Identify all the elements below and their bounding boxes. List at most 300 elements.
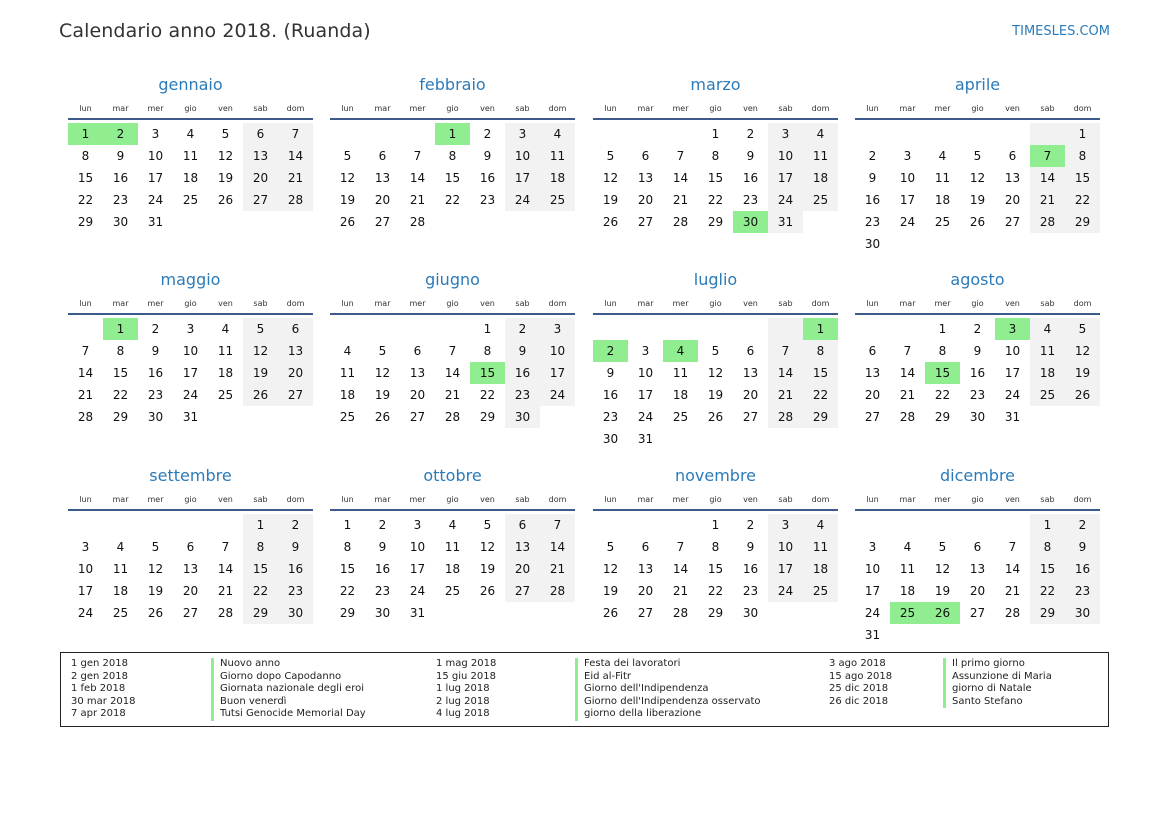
day-cell[interactable]: 8 bbox=[483, 344, 492, 358]
day-cell[interactable]: 14 bbox=[899, 366, 916, 380]
day-cell[interactable]: 15 bbox=[1065, 167, 1100, 189]
day-cell[interactable]: 17 bbox=[182, 366, 199, 380]
day-cell[interactable]: 24 bbox=[1004, 388, 1021, 402]
day-cell[interactable]: 4 bbox=[343, 344, 352, 358]
day-cell[interactable]: 23 bbox=[602, 410, 619, 424]
day-cell[interactable]: 11 bbox=[540, 145, 575, 167]
day-cell[interactable]: 28 bbox=[1030, 211, 1065, 233]
day-cell[interactable]: 23 bbox=[374, 584, 391, 598]
day-cell[interactable]: 30 bbox=[147, 410, 164, 424]
day-cell[interactable]: 20 bbox=[637, 193, 654, 207]
day-cell[interactable]: 19 bbox=[934, 584, 951, 598]
day-cell[interactable]: 7 bbox=[278, 123, 313, 145]
day-cell[interactable]: 1 bbox=[243, 514, 278, 536]
day-cell[interactable]: 15 bbox=[112, 366, 129, 380]
day-cell[interactable]: 10 bbox=[505, 145, 540, 167]
day-cell[interactable]: 3 bbox=[768, 123, 803, 145]
day-cell[interactable]: 2 bbox=[746, 127, 755, 141]
day-cell[interactable]: 11 bbox=[112, 562, 129, 576]
day-cell[interactable]: 7 bbox=[903, 344, 912, 358]
day-cell[interactable]: 5 bbox=[378, 344, 387, 358]
day-cell[interactable]: 16 bbox=[147, 366, 164, 380]
day-cell[interactable]: 18 bbox=[217, 366, 234, 380]
day-cell[interactable]: 20 bbox=[969, 584, 986, 598]
day-cell[interactable]: 6 bbox=[278, 318, 313, 340]
holiday-day-cell[interactable]: 3 bbox=[995, 318, 1030, 340]
day-cell[interactable]: 9 bbox=[483, 149, 492, 163]
day-cell[interactable]: 12 bbox=[374, 366, 391, 380]
day-cell[interactable]: 28 bbox=[768, 406, 803, 428]
day-cell[interactable]: 5 bbox=[973, 149, 982, 163]
day-cell[interactable]: 8 bbox=[1065, 145, 1100, 167]
day-cell[interactable]: 1 bbox=[483, 322, 492, 336]
day-cell[interactable]: 3 bbox=[186, 322, 195, 336]
day-cell[interactable]: 29 bbox=[1030, 602, 1065, 624]
day-cell[interactable]: 10 bbox=[899, 171, 916, 185]
day-cell[interactable]: 28 bbox=[278, 189, 313, 211]
day-cell[interactable]: 27 bbox=[505, 580, 540, 602]
day-cell[interactable]: 31 bbox=[768, 211, 803, 233]
day-cell[interactable]: 3 bbox=[505, 123, 540, 145]
day-cell[interactable]: 20 bbox=[1004, 193, 1021, 207]
day-cell[interactable]: 16 bbox=[278, 558, 313, 580]
day-cell[interactable]: 26 bbox=[707, 410, 724, 424]
day-cell[interactable]: 10 bbox=[1004, 344, 1021, 358]
day-cell[interactable]: 30 bbox=[969, 410, 986, 424]
day-cell[interactable]: 8 bbox=[343, 540, 352, 554]
day-cell[interactable]: 6 bbox=[243, 123, 278, 145]
day-cell[interactable]: 29 bbox=[112, 410, 129, 424]
day-cell[interactable]: 14 bbox=[540, 536, 575, 558]
day-cell[interactable]: 20 bbox=[742, 388, 759, 402]
day-cell[interactable]: 12 bbox=[602, 171, 619, 185]
day-cell[interactable]: 19 bbox=[1065, 362, 1100, 384]
day-cell[interactable]: 20 bbox=[278, 362, 313, 384]
day-cell[interactable]: 12 bbox=[243, 340, 278, 362]
day-cell[interactable]: 14 bbox=[77, 366, 94, 380]
day-cell[interactable]: 28 bbox=[409, 215, 426, 229]
day-cell[interactable]: 9 bbox=[746, 149, 755, 163]
day-cell[interactable]: 21 bbox=[672, 193, 689, 207]
day-cell[interactable]: 26 bbox=[969, 215, 986, 229]
day-cell[interactable]: 30 bbox=[374, 606, 391, 620]
day-cell[interactable]: 14 bbox=[672, 171, 689, 185]
day-cell[interactable]: 8 bbox=[938, 344, 947, 358]
day-cell[interactable]: 21 bbox=[899, 388, 916, 402]
day-cell[interactable]: 19 bbox=[217, 171, 234, 185]
day-cell[interactable]: 26 bbox=[602, 215, 619, 229]
day-cell[interactable]: 15 bbox=[339, 562, 356, 576]
brand-link[interactable]: TIMESLES.COM bbox=[1012, 24, 1110, 39]
day-cell[interactable]: 24 bbox=[899, 215, 916, 229]
day-cell[interactable]: 3 bbox=[903, 149, 912, 163]
day-cell[interactable]: 6 bbox=[641, 540, 650, 554]
day-cell[interactable]: 28 bbox=[444, 410, 461, 424]
day-cell[interactable]: 26 bbox=[147, 606, 164, 620]
day-cell[interactable]: 24 bbox=[409, 584, 426, 598]
day-cell[interactable]: 12 bbox=[602, 562, 619, 576]
day-cell[interactable]: 30 bbox=[112, 215, 129, 229]
day-cell[interactable]: 27 bbox=[637, 606, 654, 620]
day-cell[interactable]: 17 bbox=[409, 562, 426, 576]
day-cell[interactable]: 19 bbox=[243, 362, 278, 384]
day-cell[interactable]: 11 bbox=[899, 562, 916, 576]
day-cell[interactable]: 14 bbox=[672, 562, 689, 576]
holiday-day-cell[interactable]: 7 bbox=[1030, 145, 1065, 167]
day-cell[interactable]: 17 bbox=[77, 584, 94, 598]
day-cell[interactable]: 17 bbox=[899, 193, 916, 207]
holiday-day-cell[interactable]: 1 bbox=[68, 123, 103, 145]
day-cell[interactable]: 22 bbox=[479, 388, 496, 402]
day-cell[interactable]: 25 bbox=[540, 189, 575, 211]
day-cell[interactable]: 8 bbox=[243, 536, 278, 558]
day-cell[interactable]: 31 bbox=[1004, 410, 1021, 424]
day-cell[interactable]: 13 bbox=[505, 536, 540, 558]
day-cell[interactable]: 7 bbox=[540, 514, 575, 536]
day-cell[interactable]: 6 bbox=[1008, 149, 1017, 163]
day-cell[interactable]: 7 bbox=[1008, 540, 1017, 554]
day-cell[interactable]: 23 bbox=[278, 580, 313, 602]
day-cell[interactable]: 30 bbox=[602, 432, 619, 446]
day-cell[interactable]: 24 bbox=[540, 384, 575, 406]
day-cell[interactable]: 12 bbox=[969, 171, 986, 185]
day-cell[interactable]: 13 bbox=[637, 562, 654, 576]
holiday-day-cell[interactable]: 15 bbox=[470, 362, 505, 384]
day-cell[interactable]: 22 bbox=[934, 388, 951, 402]
day-cell[interactable]: 27 bbox=[182, 606, 199, 620]
day-cell[interactable]: 16 bbox=[602, 388, 619, 402]
day-cell[interactable]: 29 bbox=[707, 606, 724, 620]
day-cell[interactable]: 13 bbox=[969, 562, 986, 576]
day-cell[interactable]: 12 bbox=[217, 149, 234, 163]
day-cell[interactable]: 20 bbox=[243, 167, 278, 189]
day-cell[interactable]: 21 bbox=[540, 558, 575, 580]
day-cell[interactable]: 26 bbox=[339, 215, 356, 229]
holiday-day-cell[interactable]: 30 bbox=[733, 211, 768, 233]
day-cell[interactable]: 20 bbox=[374, 193, 391, 207]
day-cell[interactable]: 11 bbox=[339, 366, 356, 380]
day-cell[interactable]: 10 bbox=[864, 562, 881, 576]
day-cell[interactable]: 4 bbox=[540, 123, 575, 145]
day-cell[interactable]: 7 bbox=[448, 344, 457, 358]
day-cell[interactable]: 13 bbox=[182, 562, 199, 576]
day-cell[interactable]: 7 bbox=[676, 149, 685, 163]
day-cell[interactable]: 29 bbox=[934, 410, 951, 424]
day-cell[interactable]: 18 bbox=[444, 562, 461, 576]
day-cell[interactable]: 18 bbox=[112, 584, 129, 598]
day-cell[interactable]: 24 bbox=[864, 606, 881, 620]
day-cell[interactable]: 27 bbox=[864, 410, 881, 424]
day-cell[interactable]: 19 bbox=[147, 584, 164, 598]
day-cell[interactable]: 13 bbox=[637, 171, 654, 185]
day-cell[interactable]: 13 bbox=[864, 366, 881, 380]
day-cell[interactable]: 17 bbox=[147, 171, 164, 185]
day-cell[interactable]: 11 bbox=[803, 145, 838, 167]
day-cell[interactable]: 11 bbox=[1030, 340, 1065, 362]
day-cell[interactable]: 4 bbox=[903, 540, 912, 554]
day-cell[interactable]: 8 bbox=[116, 344, 125, 358]
holiday-day-cell[interactable]: 4 bbox=[663, 340, 698, 362]
day-cell[interactable]: 19 bbox=[479, 562, 496, 576]
day-cell[interactable]: 14 bbox=[278, 145, 313, 167]
day-cell[interactable]: 6 bbox=[746, 344, 755, 358]
day-cell[interactable]: 16 bbox=[742, 171, 759, 185]
day-cell[interactable]: 16 bbox=[479, 171, 496, 185]
day-cell[interactable]: 1 bbox=[938, 322, 947, 336]
day-cell[interactable]: 23 bbox=[969, 388, 986, 402]
day-cell[interactable]: 25 bbox=[217, 388, 234, 402]
day-cell[interactable]: 23 bbox=[505, 384, 540, 406]
day-cell[interactable]: 1 bbox=[343, 518, 352, 532]
day-cell[interactable]: 2 bbox=[505, 318, 540, 340]
day-cell[interactable]: 22 bbox=[707, 584, 724, 598]
day-cell[interactable]: 12 bbox=[147, 562, 164, 576]
day-cell[interactable]: 19 bbox=[602, 584, 619, 598]
day-cell[interactable]: 25 bbox=[803, 580, 838, 602]
day-cell[interactable]: 13 bbox=[243, 145, 278, 167]
day-cell[interactable]: 1 bbox=[711, 518, 720, 532]
holiday-day-cell[interactable]: 25 bbox=[890, 602, 925, 624]
day-cell[interactable]: 10 bbox=[182, 344, 199, 358]
day-cell[interactable]: 18 bbox=[182, 171, 199, 185]
day-cell[interactable]: 19 bbox=[969, 193, 986, 207]
day-cell[interactable]: 24 bbox=[182, 388, 199, 402]
day-cell[interactable]: 18 bbox=[1030, 362, 1065, 384]
day-cell[interactable]: 28 bbox=[899, 410, 916, 424]
day-cell[interactable]: 2 bbox=[868, 149, 877, 163]
day-cell[interactable]: 16 bbox=[742, 562, 759, 576]
day-cell[interactable]: 7 bbox=[81, 344, 90, 358]
day-cell[interactable]: 22 bbox=[77, 193, 94, 207]
day-cell[interactable]: 4 bbox=[116, 540, 125, 554]
day-cell[interactable]: 2 bbox=[151, 322, 160, 336]
day-cell[interactable]: 13 bbox=[374, 171, 391, 185]
day-cell[interactable]: 11 bbox=[934, 171, 951, 185]
day-cell[interactable]: 11 bbox=[182, 149, 199, 163]
day-cell[interactable]: 25 bbox=[934, 215, 951, 229]
day-cell[interactable]: 27 bbox=[278, 384, 313, 406]
day-cell[interactable]: 31 bbox=[637, 432, 654, 446]
day-cell[interactable]: 2 bbox=[1065, 514, 1100, 536]
day-cell[interactable]: 17 bbox=[1004, 366, 1021, 380]
day-cell[interactable]: 12 bbox=[934, 562, 951, 576]
day-cell[interactable]: 21 bbox=[1004, 584, 1021, 598]
day-cell[interactable]: 9 bbox=[378, 540, 387, 554]
day-cell[interactable]: 3 bbox=[868, 540, 877, 554]
day-cell[interactable]: 10 bbox=[540, 340, 575, 362]
day-cell[interactable]: 7 bbox=[221, 540, 230, 554]
day-cell[interactable]: 30 bbox=[742, 606, 759, 620]
day-cell[interactable]: 14 bbox=[444, 366, 461, 380]
day-cell[interactable]: 3 bbox=[641, 344, 650, 358]
holiday-day-cell[interactable]: 1 bbox=[803, 318, 838, 340]
day-cell[interactable]: 2 bbox=[483, 127, 492, 141]
day-cell[interactable]: 2 bbox=[973, 322, 982, 336]
day-cell[interactable]: 14 bbox=[217, 562, 234, 576]
day-cell[interactable]: 26 bbox=[479, 584, 496, 598]
day-cell[interactable]: 16 bbox=[374, 562, 391, 576]
day-cell[interactable]: 26 bbox=[602, 606, 619, 620]
day-cell[interactable]: 11 bbox=[672, 366, 689, 380]
day-cell[interactable]: 12 bbox=[707, 366, 724, 380]
day-cell[interactable]: 29 bbox=[243, 602, 278, 624]
day-cell[interactable]: 22 bbox=[339, 584, 356, 598]
day-cell[interactable]: 13 bbox=[409, 366, 426, 380]
day-cell[interactable]: 29 bbox=[339, 606, 356, 620]
day-cell[interactable]: 28 bbox=[672, 215, 689, 229]
day-cell[interactable]: 1 bbox=[1065, 123, 1100, 145]
day-cell[interactable]: 19 bbox=[374, 388, 391, 402]
day-cell[interactable]: 7 bbox=[676, 540, 685, 554]
day-cell[interactable]: 22 bbox=[803, 384, 838, 406]
day-cell[interactable]: 29 bbox=[1065, 211, 1100, 233]
day-cell[interactable]: 10 bbox=[77, 562, 94, 576]
day-cell[interactable]: 27 bbox=[1004, 215, 1021, 229]
day-cell[interactable]: 20 bbox=[409, 388, 426, 402]
day-cell[interactable]: 19 bbox=[602, 193, 619, 207]
day-cell[interactable]: 8 bbox=[1030, 536, 1065, 558]
day-cell[interactable]: 21 bbox=[409, 193, 426, 207]
day-cell[interactable]: 24 bbox=[637, 410, 654, 424]
day-cell[interactable]: 11 bbox=[803, 536, 838, 558]
day-cell[interactable]: 6 bbox=[413, 344, 422, 358]
day-cell[interactable]: 27 bbox=[969, 606, 986, 620]
day-cell[interactable]: 2 bbox=[278, 514, 313, 536]
day-cell[interactable]: 1 bbox=[1030, 514, 1065, 536]
day-cell[interactable]: 6 bbox=[505, 514, 540, 536]
day-cell[interactable]: 27 bbox=[243, 189, 278, 211]
day-cell[interactable]: 18 bbox=[540, 167, 575, 189]
day-cell[interactable]: 12 bbox=[479, 540, 496, 554]
day-cell[interactable]: 8 bbox=[711, 149, 720, 163]
day-cell[interactable]: 5 bbox=[1065, 318, 1100, 340]
day-cell[interactable]: 10 bbox=[409, 540, 426, 554]
day-cell[interactable]: 29 bbox=[707, 215, 724, 229]
day-cell[interactable]: 29 bbox=[803, 406, 838, 428]
day-cell[interactable]: 16 bbox=[969, 366, 986, 380]
day-cell[interactable]: 13 bbox=[742, 366, 759, 380]
day-cell[interactable]: 17 bbox=[768, 167, 803, 189]
day-cell[interactable]: 6 bbox=[973, 540, 982, 554]
day-cell[interactable]: 31 bbox=[864, 628, 881, 642]
day-cell[interactable]: 9 bbox=[116, 149, 125, 163]
day-cell[interactable]: 11 bbox=[217, 344, 234, 358]
day-cell[interactable]: 25 bbox=[672, 410, 689, 424]
day-cell[interactable]: 29 bbox=[479, 410, 496, 424]
day-cell[interactable]: 24 bbox=[147, 193, 164, 207]
day-cell[interactable]: 18 bbox=[803, 167, 838, 189]
day-cell[interactable]: 10 bbox=[637, 366, 654, 380]
day-cell[interactable]: 23 bbox=[147, 388, 164, 402]
day-cell[interactable]: 7 bbox=[768, 340, 803, 362]
day-cell[interactable]: 9 bbox=[151, 344, 160, 358]
day-cell[interactable]: 6 bbox=[378, 149, 387, 163]
day-cell[interactable]: 18 bbox=[672, 388, 689, 402]
day-cell[interactable]: 22 bbox=[707, 193, 724, 207]
day-cell[interactable]: 14 bbox=[768, 362, 803, 384]
day-cell[interactable]: 18 bbox=[899, 584, 916, 598]
day-cell[interactable]: 28 bbox=[77, 410, 94, 424]
day-cell[interactable]: 3 bbox=[768, 514, 803, 536]
day-cell[interactable]: 9 bbox=[868, 171, 877, 185]
day-cell[interactable]: 15 bbox=[77, 171, 94, 185]
holiday-day-cell[interactable]: 2 bbox=[593, 340, 628, 362]
day-cell[interactable]: 23 bbox=[742, 584, 759, 598]
day-cell[interactable]: 14 bbox=[1004, 562, 1021, 576]
holiday-day-cell[interactable]: 1 bbox=[435, 123, 470, 145]
day-cell[interactable]: 22 bbox=[1030, 580, 1065, 602]
day-cell[interactable]: 14 bbox=[409, 171, 426, 185]
day-cell[interactable]: 24 bbox=[77, 606, 94, 620]
day-cell[interactable]: 13 bbox=[278, 340, 313, 362]
day-cell[interactable]: 11 bbox=[444, 540, 461, 554]
day-cell[interactable]: 15 bbox=[707, 171, 724, 185]
day-cell[interactable]: 21 bbox=[444, 388, 461, 402]
day-cell[interactable]: 5 bbox=[606, 540, 615, 554]
day-cell[interactable]: 16 bbox=[505, 362, 540, 384]
day-cell[interactable]: 22 bbox=[243, 580, 278, 602]
day-cell[interactable]: 7 bbox=[413, 149, 422, 163]
day-cell[interactable]: 9 bbox=[606, 366, 615, 380]
day-cell[interactable]: 10 bbox=[768, 536, 803, 558]
day-cell[interactable]: 6 bbox=[641, 149, 650, 163]
day-cell[interactable]: 4 bbox=[1030, 318, 1065, 340]
day-cell[interactable]: 28 bbox=[672, 606, 689, 620]
day-cell[interactable]: 1 bbox=[711, 127, 720, 141]
day-cell[interactable]: 25 bbox=[339, 410, 356, 424]
day-cell[interactable]: 22 bbox=[444, 193, 461, 207]
day-cell[interactable]: 14 bbox=[1030, 167, 1065, 189]
day-cell[interactable]: 26 bbox=[374, 410, 391, 424]
day-cell[interactable]: 2 bbox=[746, 518, 755, 532]
day-cell[interactable]: 5 bbox=[938, 540, 947, 554]
day-cell[interactable]: 22 bbox=[1065, 189, 1100, 211]
day-cell[interactable]: 25 bbox=[1030, 384, 1065, 406]
day-cell[interactable]: 25 bbox=[444, 584, 461, 598]
day-cell[interactable]: 27 bbox=[637, 215, 654, 229]
day-cell[interactable]: 5 bbox=[711, 344, 720, 358]
day-cell[interactable]: 8 bbox=[81, 149, 90, 163]
day-cell[interactable]: 5 bbox=[243, 318, 278, 340]
day-cell[interactable]: 4 bbox=[803, 514, 838, 536]
day-cell[interactable]: 4 bbox=[938, 149, 947, 163]
day-cell[interactable]: 2 bbox=[378, 518, 387, 532]
day-cell[interactable]: 17 bbox=[864, 584, 881, 598]
day-cell[interactable]: 5 bbox=[483, 518, 492, 532]
day-cell[interactable]: 31 bbox=[409, 606, 426, 620]
day-cell[interactable]: 22 bbox=[112, 388, 129, 402]
day-cell[interactable]: 17 bbox=[637, 388, 654, 402]
day-cell[interactable]: 30 bbox=[278, 602, 313, 624]
day-cell[interactable]: 17 bbox=[768, 558, 803, 580]
day-cell[interactable]: 20 bbox=[182, 584, 199, 598]
day-cell[interactable]: 18 bbox=[339, 388, 356, 402]
day-cell[interactable]: 18 bbox=[803, 558, 838, 580]
day-cell[interactable]: 5 bbox=[221, 127, 230, 141]
day-cell[interactable]: 6 bbox=[186, 540, 195, 554]
holiday-day-cell[interactable]: 2 bbox=[103, 123, 138, 145]
day-cell[interactable]: 27 bbox=[374, 215, 391, 229]
day-cell[interactable]: 3 bbox=[540, 318, 575, 340]
day-cell[interactable]: 8 bbox=[803, 340, 838, 362]
day-cell[interactable]: 5 bbox=[151, 540, 160, 554]
day-cell[interactable]: 25 bbox=[803, 189, 838, 211]
day-cell[interactable]: 9 bbox=[1065, 536, 1100, 558]
day-cell[interactable]: 23 bbox=[742, 193, 759, 207]
day-cell[interactable]: 9 bbox=[278, 536, 313, 558]
day-cell[interactable]: 17 bbox=[540, 362, 575, 384]
day-cell[interactable]: 5 bbox=[343, 149, 352, 163]
